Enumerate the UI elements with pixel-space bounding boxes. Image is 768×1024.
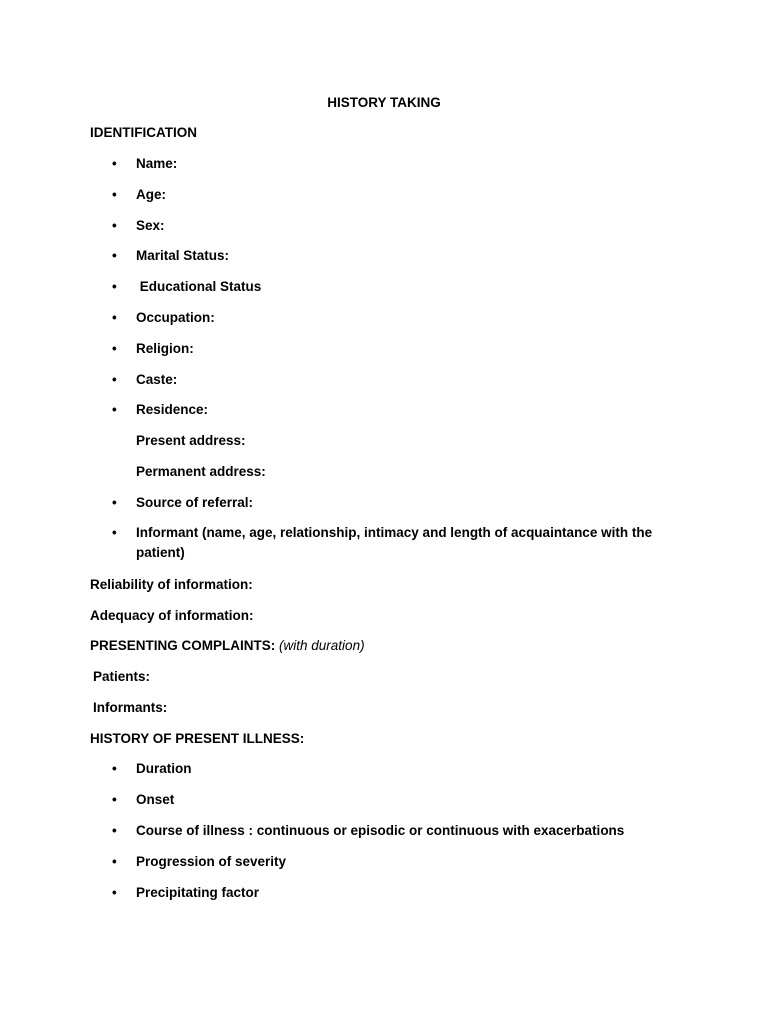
bullet-marker: • <box>112 248 117 263</box>
illness-item-course: Course of illness : continuous or episodic or continuous with exacerbations <box>136 823 625 838</box>
bullet-marker: • <box>112 187 117 202</box>
bullet-marker: • <box>112 885 117 900</box>
id-item-source-of-referral: Source of referral: <box>136 495 254 510</box>
presenting-complaints-line <box>90 636 365 656</box>
bullet-marker: • <box>112 823 117 838</box>
present-illness-heading: HISTORY OF PRESENT ILLNESS: <box>90 731 305 746</box>
bullet-marker: • <box>112 372 117 387</box>
residence-present-address: Present address: <box>136 433 246 448</box>
bullet-marker: • <box>112 792 117 807</box>
id-item-informant: Informant (name, age, relationship, intimacy and length of acquaintance with the patient) <box>136 525 653 560</box>
id-item-religion: Religion: <box>136 341 194 356</box>
illness-item-duration: Duration <box>136 761 192 776</box>
reliability-of-information: Reliability of information: <box>90 577 253 592</box>
bullet-marker: • <box>112 525 117 540</box>
illness-item-progression: Progression of severity <box>136 854 287 869</box>
bullet-marker: • <box>112 310 117 325</box>
bullet-marker: • <box>112 761 117 776</box>
bullet-marker: • <box>112 156 117 171</box>
bullet-marker: • <box>112 854 117 869</box>
id-item-sex: Sex: <box>136 218 165 233</box>
id-item-occupation: Occupation: <box>136 310 215 325</box>
id-item-age: Age: <box>136 187 166 202</box>
id-item-name: Name: <box>136 156 178 171</box>
document-title: HISTORY TAKING <box>327 95 441 110</box>
complaints-patients: Patients: <box>93 669 151 684</box>
adequacy-of-information: Adequacy of information: <box>90 608 254 623</box>
bullet-marker: • <box>112 279 117 294</box>
bullet-marker: • <box>112 341 117 356</box>
identification-heading: IDENTIFICATION <box>90 125 197 140</box>
presenting-complaints-heading: PRESENTING COMPLAINTS: <box>90 638 276 653</box>
residence-permanent-address: Permanent address: <box>136 464 266 479</box>
id-item-educational-status: Educational Status <box>136 279 262 294</box>
bullet-marker: • <box>112 402 117 417</box>
id-item-caste: Caste: <box>136 372 178 387</box>
id-item-residence: Residence: <box>136 402 209 417</box>
bullet-marker: • <box>112 495 117 510</box>
complaints-informants: Informants: <box>93 700 168 715</box>
id-item-marital-status: Marital Status: <box>136 248 230 263</box>
illness-item-onset: Onset <box>136 792 175 807</box>
bullet-marker: • <box>112 218 117 233</box>
illness-item-precipitating-factor: Precipitating factor <box>136 885 260 900</box>
presenting-complaints-note: (with duration) <box>279 638 365 653</box>
